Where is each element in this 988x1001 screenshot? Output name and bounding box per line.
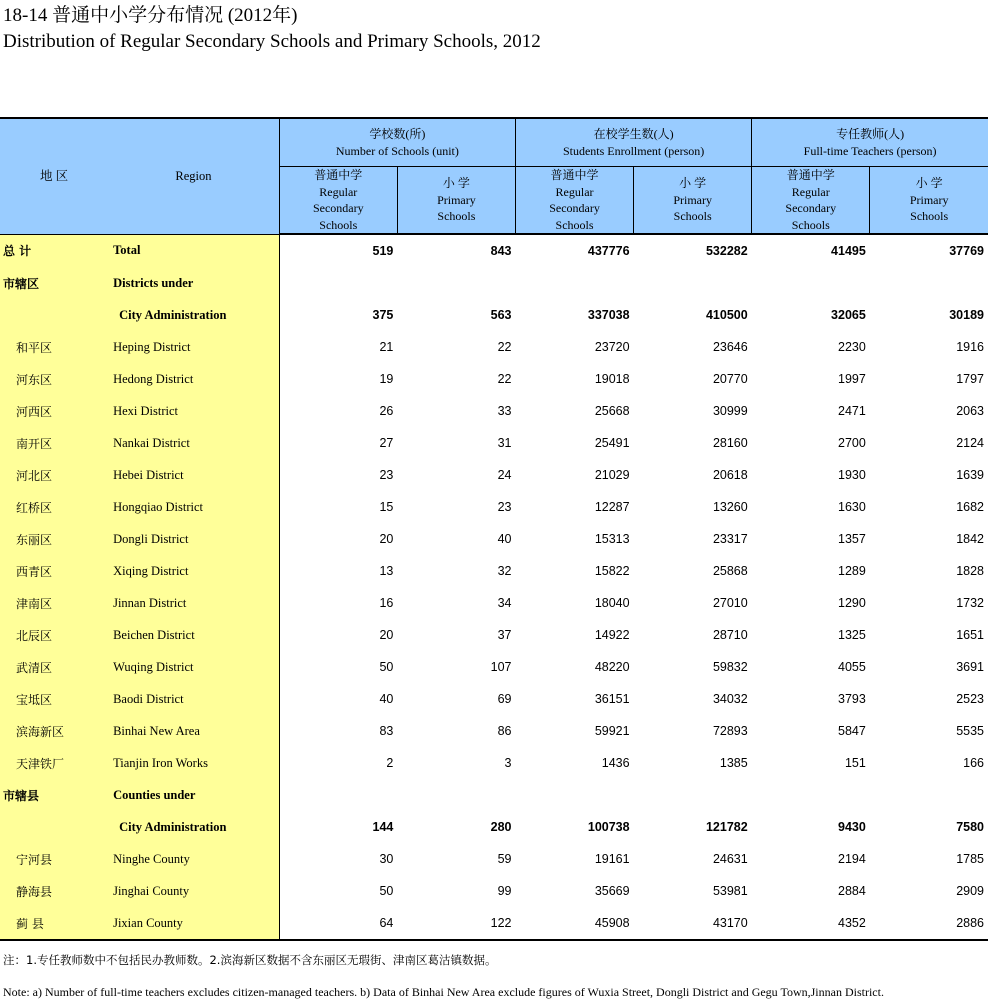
table-row [0,747,988,779]
table-row [0,715,988,747]
value-cell: 1732 [956,596,984,610]
table-row [0,363,988,395]
value-cell [752,267,870,299]
value-cell: 23 [497,500,512,514]
region-en-cell: City Administration [108,299,279,331]
value-cell: 20618 [712,468,748,482]
enrollment-group-header [515,118,751,167]
region-en-cell: Ninghe County [108,843,279,875]
value-cell: 375 [372,308,394,322]
value-cell [634,779,752,811]
value-cell: 13 [379,564,394,578]
enrollment-header-cn: 在校学生数(人) [593,127,674,141]
value-cell: 2194 [838,852,866,866]
value-cell: 843 [490,244,512,258]
value-cell: 30999 [712,404,748,418]
value-cell: 144 [372,820,394,834]
region-cn-cell: 市辖县 [0,779,108,811]
value-cell: 64 [279,907,397,940]
table-row [0,299,988,331]
value-cell: 43170 [634,907,752,940]
region-cn-cell: 静海县 [0,875,108,907]
value-cell [515,779,633,811]
value-cell: 2884 [838,884,866,898]
table-row [0,619,988,651]
value-cell: 1290 [838,596,866,610]
value-cell: 16 [379,596,394,610]
region-cn-cell: 武清区 [0,651,108,683]
region-cn-cell: 北辰区 [0,619,108,651]
value-cell: 3793 [838,692,866,706]
primary-subheader-line: Schools [673,209,712,224]
value-cell: 59 [497,852,512,866]
region-en-cell: Baodi District [108,683,279,715]
value-cell: 1842 [956,532,984,546]
value-cell: 5847 [838,724,866,738]
value-cell: 2124 [956,436,984,450]
value-cell: 121782 [705,820,748,834]
value-cell: 22 [497,372,512,386]
teachers-header-cn: 专任教师(人) [836,127,905,141]
value-cell: 20770 [712,372,748,386]
value-cell: 48220 [594,660,630,674]
value-cell [397,779,515,811]
value-cell: 122 [397,907,515,940]
value-cell: 50 [379,660,394,674]
region-en-cell: Nankai District [108,427,279,459]
value-cell: 19161 [594,852,630,866]
table-row [0,683,988,715]
value-cell: 2230 [838,340,866,354]
value-cell [279,267,397,299]
region-cn-cell: 津南区 [0,587,108,619]
table-row [0,267,988,299]
value-cell: 3691 [956,660,984,674]
value-cell [634,267,752,299]
table-row [0,459,988,491]
enrollment-primary-subheader [634,167,752,235]
value-cell: 1916 [956,340,984,354]
value-cell: 4055 [838,660,866,674]
value-cell: 13260 [712,500,748,514]
value-cell: 18040 [594,596,630,610]
region-en-cell: Districts under [108,267,279,299]
value-cell: 30189 [949,308,984,322]
table-row [0,875,988,907]
value-cell: 337038 [587,308,630,322]
value-cell: 69 [497,692,512,706]
region-cn-cell: 总 计 [0,234,108,267]
value-cell: 15822 [594,564,630,578]
region-cn-cell: 滨海新区 [0,715,108,747]
region-cn-cell: 河北区 [0,459,108,491]
secondary-subheader-line: 普通中学 [314,168,363,182]
value-cell: 3 [504,756,512,770]
value-cell: 40 [497,532,512,546]
region-cn-cell: 天津铁厂 [0,747,108,779]
value-cell: 23 [379,468,394,482]
value-cell: 23720 [594,340,630,354]
region-en-cell: Dongli District [108,523,279,555]
value-cell: 5535 [956,724,984,738]
value-cell: 2700 [838,436,866,450]
value-cell: 2063 [956,404,984,418]
region-en-cell: Tianjin Iron Works [108,747,279,779]
teachers-group-header [752,118,988,167]
region-cn-cell: 东丽区 [0,523,108,555]
value-cell: 25668 [594,404,630,418]
primary-subheader-line: 小 学 [679,176,707,191]
value-cell: 15 [379,500,394,514]
enrollment-header-en: Students Enrollment (person) [562,143,705,158]
value-cell: 99 [497,884,512,898]
value-cell: 27010 [712,596,748,610]
value-cell: 50 [379,884,394,898]
region-cn-cell: 宝坻区 [0,683,108,715]
primary-subheader-line: Schools [910,209,949,224]
value-cell: 40 [379,692,394,706]
value-cell: 37769 [949,244,984,258]
value-cell: 59921 [594,724,630,738]
region-en-cell: Jinghai County [108,875,279,907]
value-cell: 2909 [956,884,984,898]
schools-secondary-subheader [279,167,397,235]
region-en-cell: Hexi District [108,395,279,427]
region-en-cell: Jinnan District [108,587,279,619]
secondary-subheader-line: 普通中学 [786,168,835,182]
region-en-cell: Wuqing District [108,651,279,683]
value-cell: 24 [497,468,512,482]
value-cell: 33 [497,404,512,418]
value-cell: 32 [497,564,512,578]
region-cn-cell: 红桥区 [0,491,108,523]
footnote-en: Note: a) Number of full-time teachers excludes citizen-managed teachers. b) Data of Binhai New Area exclude figures of Wuxia Street, Dongli District and Gegu Town,Jinnan District. [3,985,884,999]
region-en-cell: Counties under [108,779,279,811]
value-cell: 28710 [712,628,748,642]
value-cell: 27 [379,436,394,450]
value-cell: 1797 [956,372,984,386]
region-cn-cell: 西青区 [0,555,108,587]
secondary-subheader-line: Secondary [785,201,837,215]
value-cell: 21 [379,340,394,354]
secondary-subheader-line: 普通中学 [550,168,599,182]
value-cell: 280 [490,820,512,834]
value-cell: 437776 [587,244,630,258]
value-cell: 4352 [752,907,870,940]
statistics-table [0,117,988,941]
primary-subheader-line: Primary [437,192,476,207]
value-cell: 19018 [594,372,630,386]
value-cell: 19 [379,372,394,386]
secondary-subheader-line: Regular [791,184,830,199]
teachers-secondary-subheader [752,167,870,235]
table-row [0,651,988,683]
region-en-cell: Hongqiao District [108,491,279,523]
value-cell: 9430 [838,820,866,834]
region-cn-cell: 南开区 [0,427,108,459]
table-row [0,523,988,555]
region-cn-cell: 蓟 县 [0,907,108,940]
value-cell [752,779,870,811]
value-cell: 166 [963,756,984,770]
footnote-cn: 注：1.专任教师数中不包括民办教师数。2.滨海新区数据不含东丽区无瑕街、津南区葛沽镇数据。 [3,953,497,967]
table-row [0,843,988,875]
value-cell: 1325 [838,628,866,642]
table-row [0,587,988,619]
region-en-cell: Beichen District [108,619,279,651]
region-en-cell: City Administration [108,811,279,843]
value-cell: 72893 [712,724,748,738]
value-cell: 20 [379,532,394,546]
value-cell: 35669 [594,884,630,898]
region-cn-cell: 市辖区 [0,267,108,299]
value-cell: 28160 [712,436,748,450]
value-cell: 1997 [838,372,866,386]
value-cell: 1436 [601,756,630,770]
value-cell [870,267,988,299]
value-cell: 53981 [712,884,748,898]
page-title-cn: 18-14 普通中小学分布情况 (2012年) [3,5,298,26]
value-cell: 15313 [594,532,630,546]
value-cell: 24631 [712,852,748,866]
value-cell: 100738 [587,820,630,834]
region-en-cell: Xiqing District [108,555,279,587]
value-cell: 519 [372,244,394,258]
region-en-cell: Jixian County [108,907,279,940]
primary-subheader-line: Primary [673,192,712,207]
region-en-cell: Hebei District [108,459,279,491]
secondary-subheader-line: Secondary [549,201,600,215]
region-cn-cell [0,299,108,331]
value-cell: 25868 [712,564,748,578]
value-cell: 23646 [712,340,748,354]
value-cell: 1930 [838,468,866,482]
value-cell: 1828 [956,564,984,578]
value-cell [870,779,988,811]
primary-subheader-line: 小 学 [442,176,470,191]
region-cn-cell: 河西区 [0,395,108,427]
region-cn-cell: 宁河县 [0,843,108,875]
primary-subheader-line: Schools [437,209,476,224]
primary-subheader-line: Primary [909,192,949,207]
value-cell: 37 [497,628,512,642]
region-cn-cell [0,811,108,843]
value-cell: 1385 [719,756,748,770]
value-cell: 86 [497,724,512,738]
value-cell: 7580 [956,820,984,834]
table-row [0,427,988,459]
value-cell: 12287 [594,500,630,514]
value-cell: 14922 [594,628,630,642]
schools-primary-subheader [397,167,515,235]
secondary-subheader-line: Schools [791,217,830,232]
value-cell: 532282 [705,244,748,258]
value-cell: 1630 [838,500,866,514]
value-cell [279,779,397,811]
secondary-subheader-line: Schools [555,217,594,232]
value-cell: 107 [490,660,512,674]
value-cell: 25491 [594,436,630,450]
value-cell: 1651 [956,628,984,642]
enrollment-secondary-subheader [515,167,633,235]
region-en-header: Region [108,118,279,234]
value-cell: 21029 [594,468,630,482]
teachers-header-en: Full-time Teachers (person) [803,143,937,158]
value-cell: 34 [497,596,512,610]
value-cell: 31 [497,436,512,450]
value-cell: 2523 [956,692,984,706]
schools-group-header [279,118,515,167]
value-cell: 2886 [870,907,988,940]
region-en-cell: Heping District [108,331,279,363]
primary-subheader-line: 小 学 [915,176,943,191]
schools-header-cn: 学校数(所) [369,127,426,141]
value-cell: 1357 [838,532,866,546]
region-en-cell: Hedong District [108,363,279,395]
value-cell: 1785 [956,852,984,866]
region-cn-cell: 和平区 [0,331,108,363]
value-cell: 30 [379,852,394,866]
value-cell: 1639 [956,468,984,482]
secondary-subheader-line: Regular [319,184,358,199]
value-cell: 83 [379,724,394,738]
value-cell: 410500 [705,308,748,322]
value-cell: 59832 [712,660,748,674]
value-cell: 151 [844,756,866,770]
value-cell: 20 [379,628,394,642]
table-row [0,811,988,843]
value-cell: 23317 [712,532,748,546]
value-cell: 563 [490,308,512,322]
value-cell: 1289 [838,564,866,578]
region-en-cell: Total [108,234,279,267]
table-row [0,555,988,587]
value-cell: 2 [386,756,394,770]
secondary-subheader-line: Regular [555,184,594,199]
table-row [0,331,988,363]
value-cell: 1682 [956,500,984,514]
table-row [0,779,988,811]
value-cell [515,267,633,299]
value-cell: 36151 [594,692,630,706]
value-cell: 22 [497,340,512,354]
value-cell: 41495 [831,244,866,258]
page-title-en: Distribution of Regular Secondary Schools and Primary Schools, 2012 [3,31,541,52]
value-cell: 2471 [838,404,866,418]
teachers-primary-subheader [870,167,988,235]
region-cn-header: 地 区 [0,118,108,234]
value-cell: 26 [379,404,394,418]
table-row [0,907,988,940]
value-cell [397,267,515,299]
secondary-subheader-line: Schools [319,217,358,232]
value-cell: 45908 [515,907,633,940]
schools-header-en: Number of Schools (unit) [335,143,459,158]
table-row [0,234,988,267]
region-en-cell: Binhai New Area [108,715,279,747]
value-cell: 32065 [831,308,866,322]
table-row [0,491,988,523]
table-row [0,395,988,427]
region-cn-cell: 河东区 [0,363,108,395]
value-cell: 34032 [712,692,748,706]
secondary-subheader-line: Secondary [312,201,364,215]
